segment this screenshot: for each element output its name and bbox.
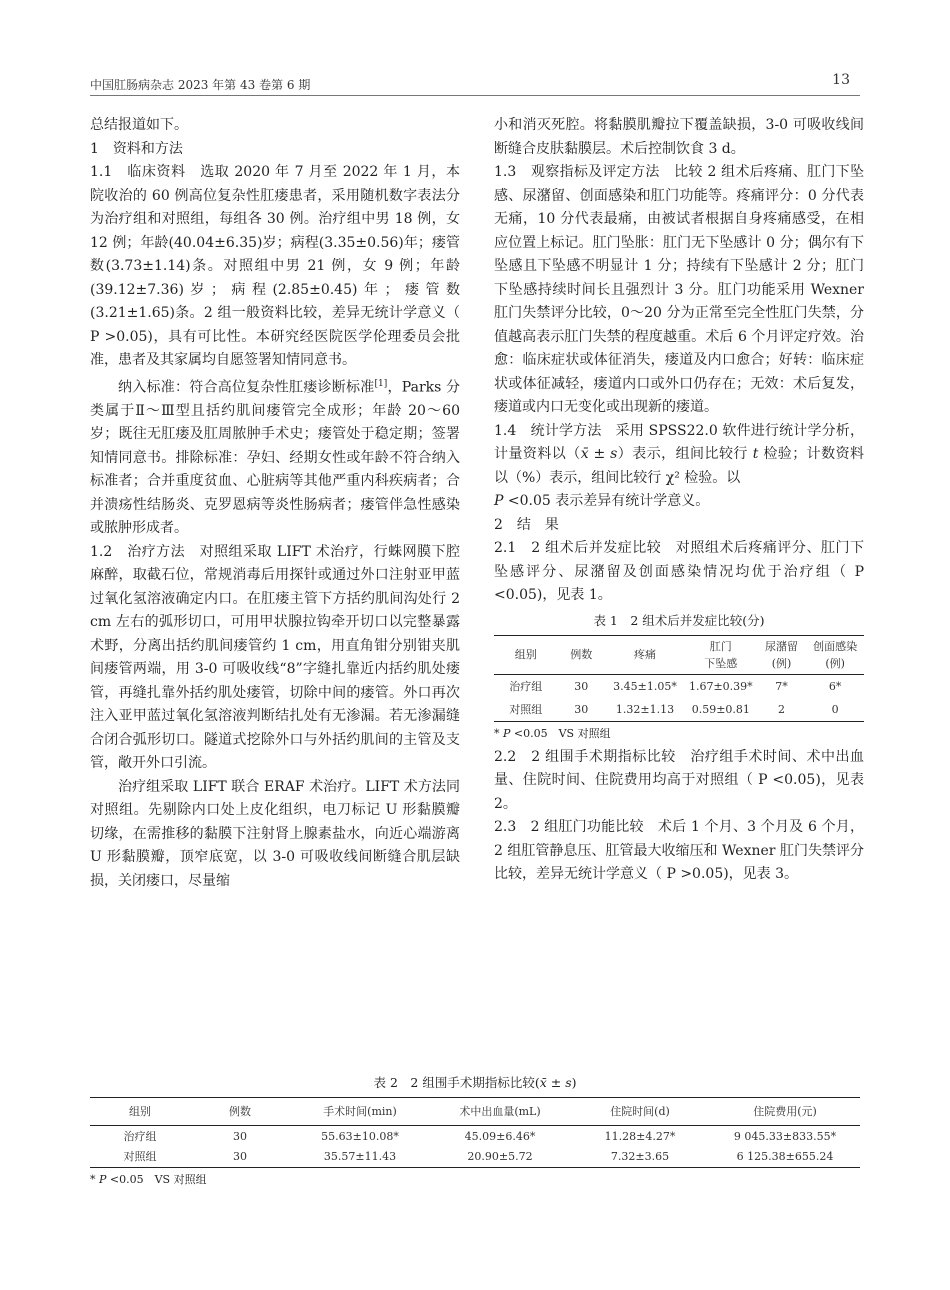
stats-p: P [494, 493, 504, 509]
table2-col-group: 组别 [129, 1105, 151, 1118]
table-cell: 2 [778, 702, 785, 716]
stats-mean-sd: x̄ ± s [580, 446, 618, 462]
criteria-paragraph [90, 373, 460, 541]
observation-paragraph: 1.3 观察指标及评定方法 比较 2 组术后疼痛、肛门下坠感、尿潴留、创面感染和肛门功能等。疼痛评分：0 分代表无痛，10 分代表最痛，由被试者根据自身疼痛感受，在相应位置上标记。肛门坠胀：肛门无下坠感计 0 分；偶尔有下坠感且下坠感不明显计 1 分；持续有下坠感计 2 分；肛门下坠感持续时间长且强烈计 3 分。肛门功能采用 Wexner 肛门失禁评分比较，0～20 分为正常至完全性肛门失禁，分值越高表示肛门失禁的程度越重。术后 6 个月评定疗效。治愈：临床症状或体征消失，瘘道及内口愈合；好转：临床症状或体征减轻，瘘道内口或外口仍存在；无效：术后复发，瘘道或内口无变化或出现新的瘘道。 [494, 164, 864, 415]
results-2-3-paragraph: 2.3 2 组肛门功能比较 术后 1 个月、3 个月及 6 个月，2 组肛管静息压、肛管最大收缩压和 Wexner 肛门失禁评分比较，差异无统计学意义（ P >0.05)，见表 3。 [494, 819, 864, 882]
table-row [494, 674, 864, 698]
table2-col-n: 例数 [229, 1105, 251, 1118]
treatment-method-paragraph: 1.2 治疗方法 对照组采取 LIFT 术治疗，行蛛网膜下腔麻醉，取截石位，常规消毒后用探针或通过外口注射亚甲蓝过氧化氢溶液确定内口。在肛瘘主管下方括约肌间沟处行 2 cm 左右的弧形切口，可用甲状腺拉钩牵开切口以完整暴露术野，分离出括约肌间瘘管约 1 cm，用直角钳分别钳夹肌间瘘管两端，用 3-0 可吸收线“8”字缝扎靠近内括约肌处瘘管，再缝扎靠外括约肌处瘘管，切除中间的瘘管。外口再次注入亚甲蓝过氧化氢溶液判断结扎处有无渗漏。若无渗漏缝合闭合弧形切口。隧道式挖除外口与外括约肌间的主管及支管，敞开外口引流。 [90, 543, 460, 772]
table2-note: * P <0.05 VS 对照组 [90, 1173, 207, 1186]
stats-t: t [752, 446, 759, 462]
table2-col-stay: 住院时间(d) [610, 1105, 670, 1118]
table1-col-retention: 尿潴留 (例) [765, 639, 798, 670]
table-cell: 6 125.38±655.24 [736, 1150, 834, 1164]
eraf-paragraph: 治疗组采取 LIFT 联合 ERAF 术治疗。LIFT 术方法同对照组。先剔除内口处上皮化组织，电刀标记 U 形黏膜瓣切缘，在需推移的黏膜下注射肾上腺素盐水，向近心端游离 U 形黏膜瓣，顶窄底宽，以 3-0 可吸收线间断缝合肌层缺损，关闭瘘口，尽量缩 [90, 778, 460, 889]
section-heading-2: 2 结 果 [494, 516, 559, 533]
running-header [90, 72, 860, 96]
table-cell: 30 [574, 702, 589, 716]
table-row [494, 698, 864, 722]
table2 [90, 1097, 860, 1168]
results-2-1-paragraph: 2.1 2 组术后并发症比较 对照组术后疼痛评分、肛门下坠感评分、尿潴留及创面感染情况均优于治疗组（ P <0.05)，见表 1。 [494, 540, 864, 603]
table1-col-infection: 创面感染 (例) [813, 639, 858, 670]
stats-text-d: <0.05 表示差异有统计学意义。 [507, 493, 710, 509]
table2-col-cost: 住院费用(元) [753, 1105, 817, 1118]
table2-col-blood-loss: 术中出血量(mL) [459, 1105, 541, 1118]
table2-col-op-time: 手术时间(min) [323, 1105, 397, 1118]
clinical-data-paragraph: 1.1 临床资料 选取 2020 年 7 月至 2022 年 1 月，本院收治的 60 例高位复杂性肛瘘患者，采用随机数字表法分为治疗组和对照组，每组各 30 例。治疗组中男 18 例，女 12 例；年龄(40.04±6.35)岁；病程(3.35±0.56)年；瘘管数(3.73±1.14)条。对照组中男 21 例，女 9 例；年龄(39.12±7.36)岁；病程(2.85±0.45)年；瘘管数(3.21±1.65)条。2 组一般资料比较，差异无统计学意义（ P >0.05)，具有可比性。本研究经医院医学伦理委员会批准，患者及其家属均自愿签署知情同意书。 [90, 164, 460, 368]
table-cell: 7* [775, 679, 788, 693]
criteria-text-b: ，Parks 分类属于Ⅱ～Ⅲ型且括约肌间瘘管完全成形；年龄 20～60 岁；既往无肛瘘及肛周脓肿手术史；瘘管处于稳定期；签署知情同意书。排除标准：孕妇、经期女性或年龄不符合纳入标准者；合并重度贫血、心脏病等其他严重内科疾病者；合并溃疡性结肠炎、克罗恩病等炎性肠病者；瘘管伴急性感染或脓肿形成者。 [90, 379, 461, 537]
table1-col-pain: 疼痛 [634, 648, 656, 661]
section-heading-1: 1 资料和方法 [90, 140, 183, 157]
table-cell: 对照组 [123, 1150, 157, 1164]
table-cell: 1.67±0.39* [688, 679, 753, 693]
table-cell: 30 [574, 679, 589, 693]
table-cell: 治疗组 [123, 1129, 157, 1143]
table-cell: 30 [233, 1150, 247, 1164]
table-row [90, 1147, 860, 1168]
table-cell: 11.28±4.27* [604, 1129, 676, 1143]
continued-paragraph: 小和消灭死腔。将黏膜肌瓣拉下覆盖缺损，3-0 可吸收线间断缝合皮肤黏膜层。术后控制饮食 3 d。 [494, 117, 864, 157]
table2-caption: 表 2 2 组围手术期指标比较(x̄ ± s) [373, 1075, 577, 1090]
citation-ref: [1] [374, 378, 388, 389]
results-2-2-paragraph: 2.2 2 组围手术期指标比较 治疗组手术时间、术中出血量、住院时间、住院费用均高于对照组（ P <0.05)，见表 2。 [494, 748, 864, 812]
table-cell: 45.09±6.46* [464, 1129, 536, 1143]
table-cell: 治疗组 [509, 679, 543, 693]
table-cell: 9 045.33±833.55* [733, 1129, 837, 1143]
intro-paragraph: 总结报道如下。 [90, 117, 188, 133]
table-cell: 1.32±1.13 [615, 702, 675, 716]
table1-col-bearing-down: 肛门 下坠感 [704, 639, 738, 670]
table-cell: 对照组 [509, 702, 543, 716]
table1-col-group: 组别 [514, 648, 537, 661]
table-cell: 30 [233, 1129, 247, 1143]
statistics-paragraph [494, 420, 864, 514]
stats-text-c: 检验；计数资料以（%）表示，组间比较行 χ² 检验。以 [494, 446, 865, 486]
journal-title: 中国肛肠病杂志 2023 年第 43 卷第 6 期 [90, 78, 311, 92]
table1-header-row [494, 635, 864, 674]
page-number: 13 [832, 72, 850, 88]
left-column [90, 114, 460, 893]
table1-note: * P <0.05 VS 对照组 [494, 726, 611, 740]
table-cell: 0 [831, 702, 839, 716]
table2-block [90, 1070, 860, 1192]
table-cell: 7.32±3.65 [610, 1150, 670, 1164]
table1 [494, 635, 864, 722]
table1-caption: 表 1 2 组术后并发症比较(分) [593, 612, 765, 628]
table-cell: 0.59±0.81 [691, 702, 750, 716]
table-cell: 35.57±11.43 [323, 1150, 397, 1164]
table-cell: 20.90±5.72 [467, 1150, 533, 1164]
table-cell: 55.63±10.08* [321, 1129, 399, 1143]
table-cell: 3.45±1.05* [613, 679, 677, 693]
right-column [494, 114, 864, 887]
stats-text-b: ）表示，组间比较行 [617, 446, 748, 462]
table2-header-row [90, 1098, 860, 1126]
table-cell: 6* [828, 679, 842, 693]
table1-col-n: 例数 [570, 648, 593, 661]
criteria-text-a: 纳入标准：符合高位复杂性肛瘘诊断标准 [118, 379, 375, 396]
table-row [90, 1126, 860, 1147]
stats-text-a: 1.4 统计学方法 采用 SPSS22.0 软件进行统计学分析，计量资料以（ [494, 422, 864, 462]
